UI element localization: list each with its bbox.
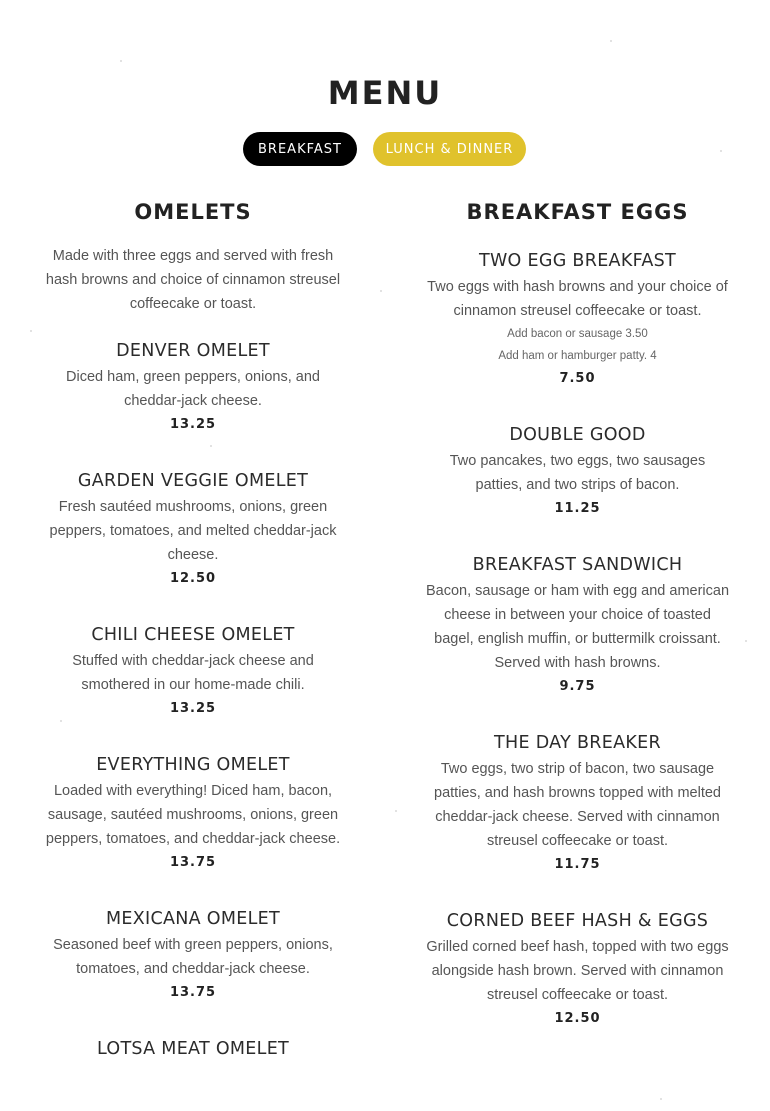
menu-item bbox=[40, 906, 346, 1004]
menu-item bbox=[40, 622, 346, 720]
item-price: 13.75 bbox=[169, 855, 217, 870]
item-price: 7.50 bbox=[559, 371, 596, 386]
item-description: Seasoned beef with green peppers, onions, tomatoes, and cheddar-jack cheese. bbox=[53, 937, 333, 977]
item-name: MEXICANA OMELET bbox=[105, 909, 281, 929]
item-price: 13.25 bbox=[169, 417, 217, 432]
menu-item bbox=[425, 552, 730, 698]
menu-item bbox=[40, 338, 346, 436]
item-name: DENVER OMELET bbox=[116, 341, 270, 361]
item-name: CORNED BEEF HASH & EGGS bbox=[446, 911, 709, 931]
menu-item bbox=[425, 422, 730, 520]
item-description: Stuffed with cheddar-jack cheese and smothered in our home-made chili. bbox=[72, 653, 314, 693]
menu-tabs bbox=[0, 132, 770, 166]
breakfast-eggs-section bbox=[425, 198, 730, 1062]
item-description: Grilled corned beef hash, topped with two eggs alongside hash brown. Served with cinnamon streusel coffeecake or toast. bbox=[426, 939, 729, 1003]
item-name: THE DAY BREAKER bbox=[494, 733, 661, 753]
menu-item bbox=[425, 908, 730, 1030]
menu-item bbox=[40, 1036, 346, 1062]
tab-breakfast[interactable]: BREAKFAST bbox=[243, 132, 357, 166]
item-price: 13.75 bbox=[169, 985, 217, 1000]
item-price: 11.25 bbox=[554, 501, 601, 516]
item-name: CHILI CHEESE OMELET bbox=[91, 625, 295, 645]
item-price: 12.50 bbox=[554, 1011, 601, 1026]
item-description: Diced ham, green peppers, onions, and cheddar-jack cheese. bbox=[66, 369, 320, 409]
tab-lunch-dinner[interactable]: LUNCH & DINNER bbox=[373, 132, 526, 166]
omelets-section bbox=[40, 198, 346, 1094]
item-name: DOUBLE GOOD bbox=[509, 425, 646, 445]
item-name: BREAKFAST SANDWICH bbox=[472, 555, 683, 575]
item-price: 12.50 bbox=[169, 571, 217, 586]
item-name: EVERYTHING OMELET bbox=[96, 755, 290, 775]
item-price: 9.75 bbox=[559, 679, 596, 694]
item-description: Two eggs, two strip of bacon, two sausage patties, and hash browns topped with melted cheddar-jack cheese. Served with cinnamon streusel coffeecake or toast. bbox=[434, 761, 721, 849]
item-description: Two pancakes, two eggs, two sausages patties, and two strips of bacon. bbox=[449, 453, 706, 493]
section-title: OMELETS bbox=[134, 200, 252, 224]
item-addon-note: Add bacon or sausage 3.50 bbox=[507, 328, 648, 340]
section-title: BREAKFAST EGGS bbox=[466, 200, 689, 224]
page-title: MENU bbox=[327, 74, 443, 112]
menu-item bbox=[40, 752, 346, 874]
item-price: 13.25 bbox=[169, 701, 217, 716]
item-price: 11.75 bbox=[554, 857, 601, 872]
item-description: Bacon, sausage or ham with egg and american cheese in between your choice of toasted bagel, english muffin, or buttermilk croissant. Served with hash browns. bbox=[425, 583, 730, 671]
item-name: GARDEN VEGGIE OMELET bbox=[77, 471, 309, 491]
item-description: Loaded with everything! Diced ham, bacon, sausage, sautéed mushrooms, onions, green peppers, tomatoes, and cheddar-jack cheese. bbox=[45, 783, 341, 847]
item-name: LOTSA MEAT OMELET bbox=[96, 1039, 290, 1059]
item-name: TWO EGG BREAKFAST bbox=[478, 251, 677, 271]
menu-item bbox=[40, 468, 346, 590]
menu-item bbox=[425, 730, 730, 876]
item-description: Two eggs with hash browns and your choice of cinnamon streusel coffeecake or toast. bbox=[427, 279, 728, 319]
section-intro: Made with three eggs and served with fresh hash browns and choice of cinnamon streusel coffeecake or toast. bbox=[45, 248, 341, 312]
menu-item bbox=[425, 248, 730, 390]
item-description: Fresh sautéed mushrooms, onions, green peppers, tomatoes, and melted cheddar-jack cheese. bbox=[49, 499, 337, 563]
item-addon-note: Add ham or hamburger patty. 4 bbox=[498, 350, 657, 362]
